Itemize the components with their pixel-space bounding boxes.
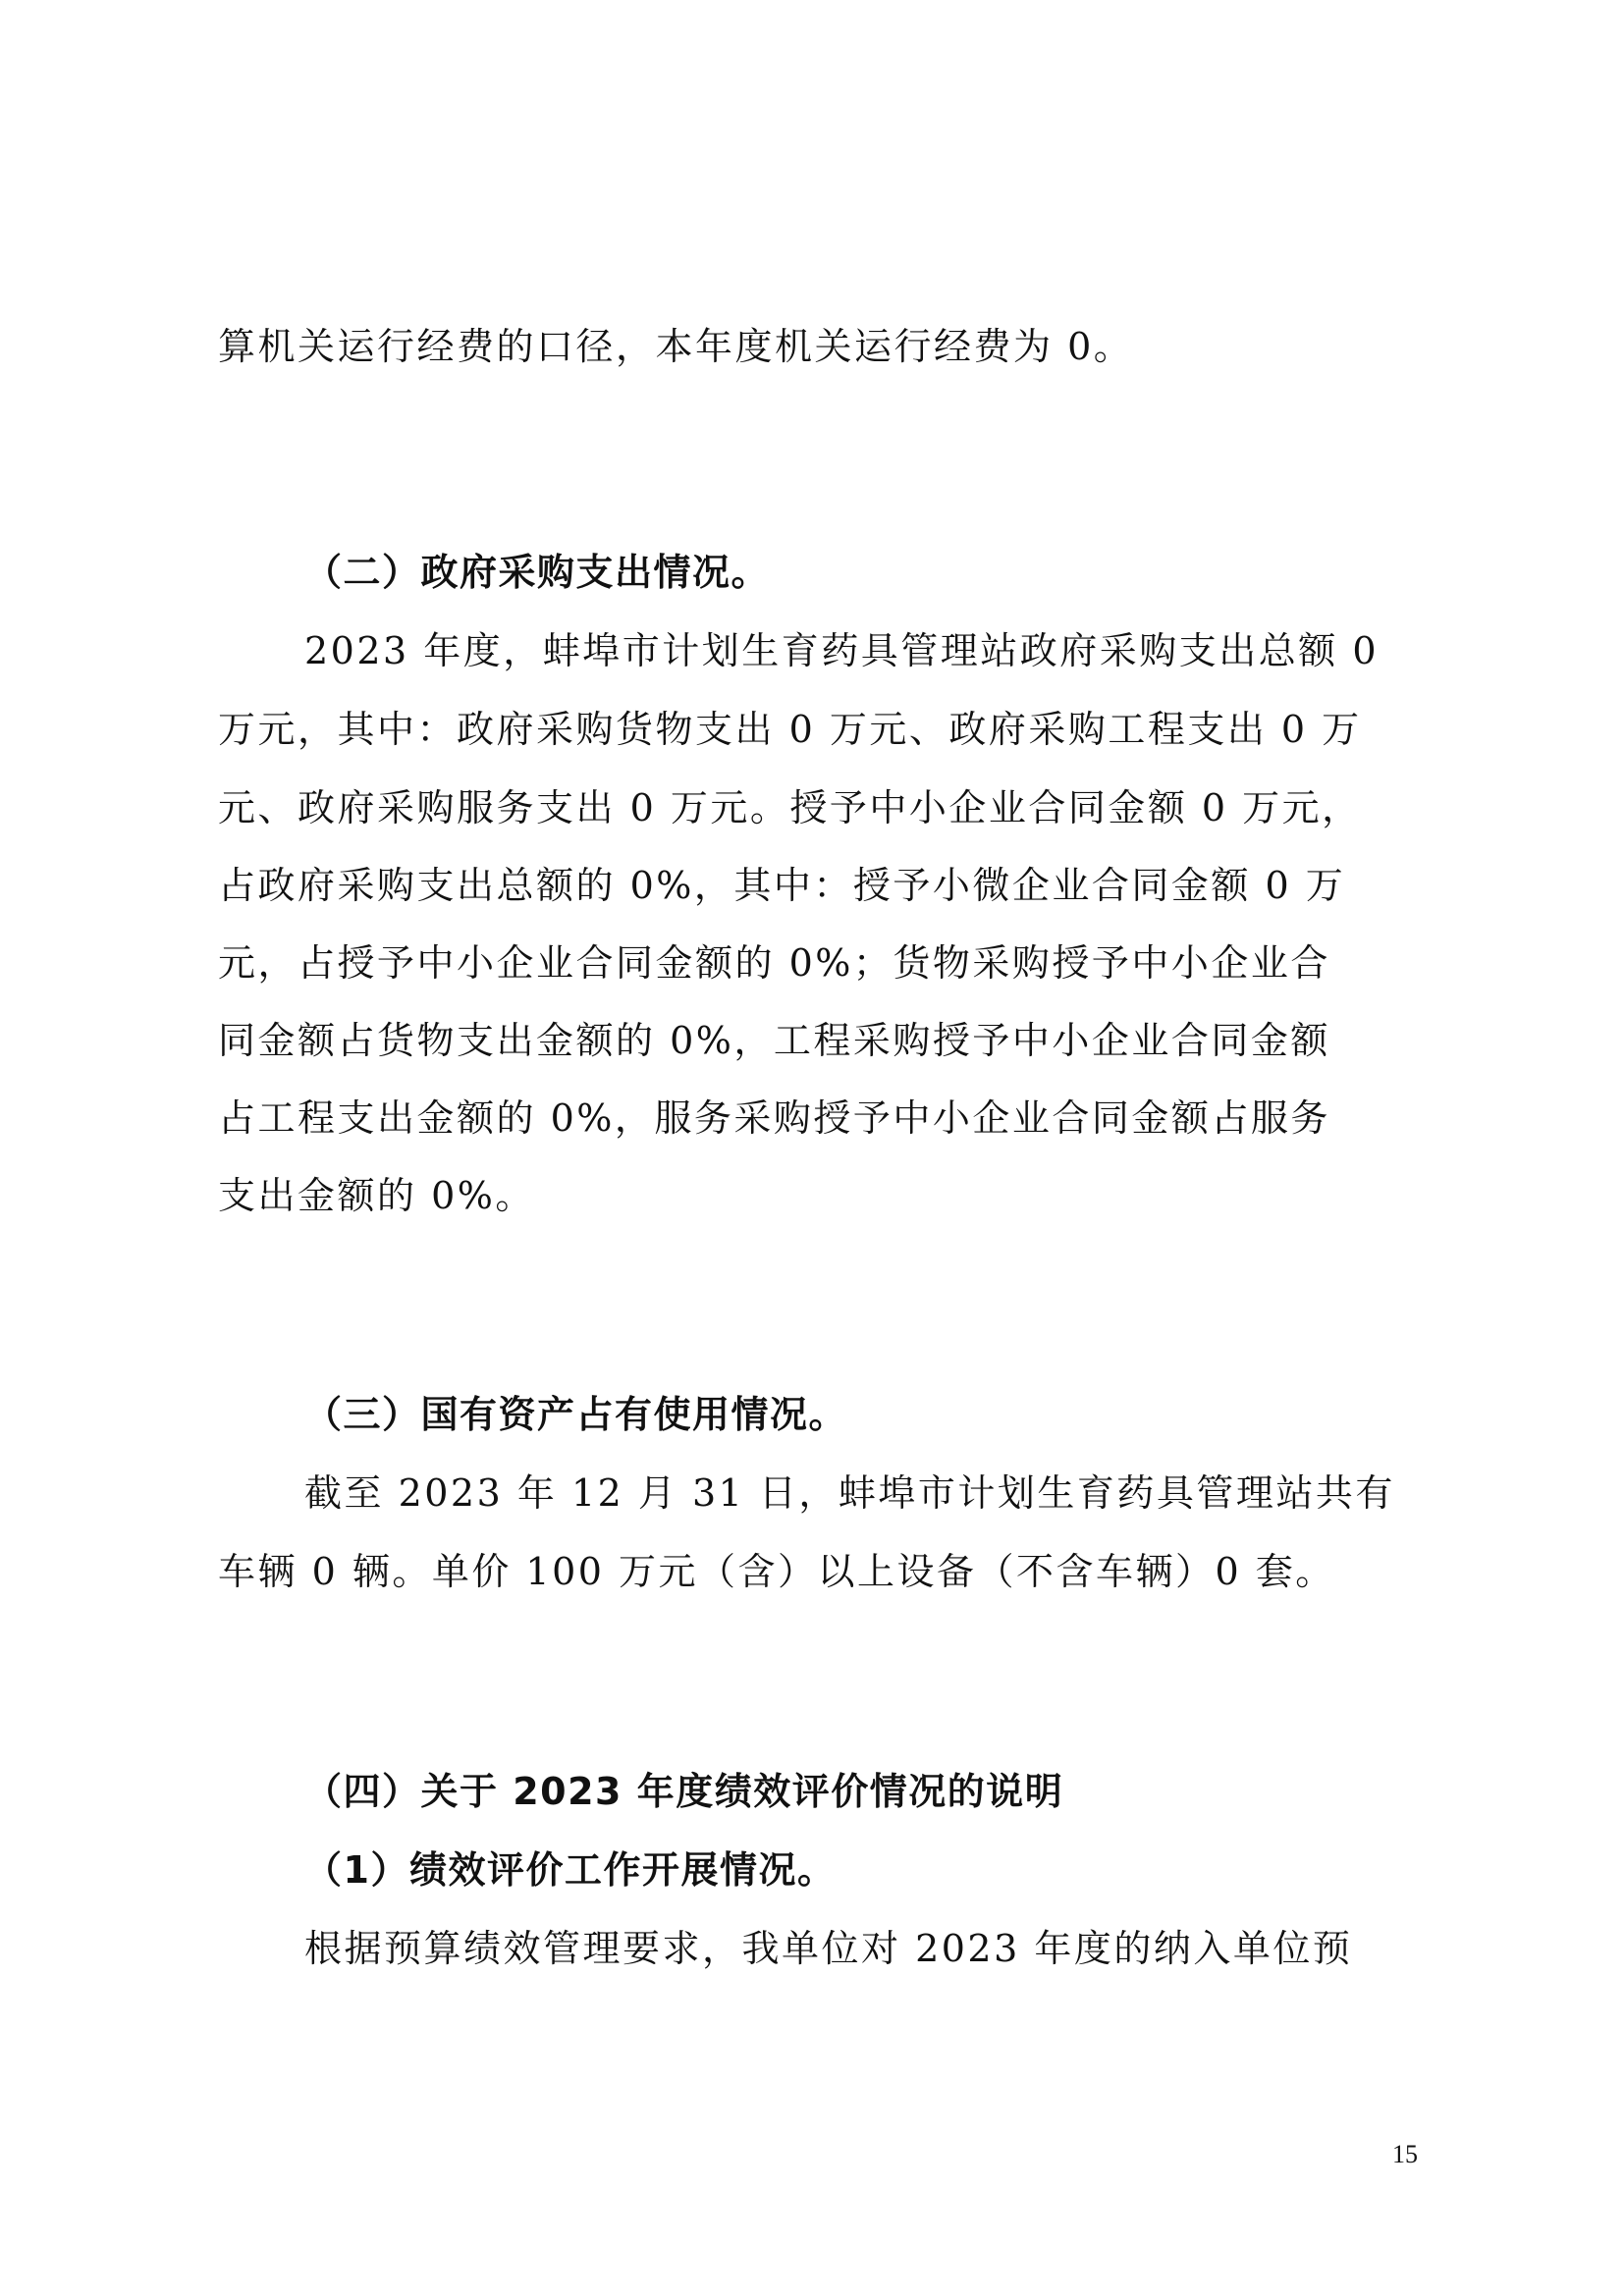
page-number: 15 [1392,2140,1418,2168]
paragraph-line: 截至 2023 年 12 月 31 日，蚌埠市计划生育药具管理站共有 [304,1471,1395,1515]
paragraph-line: 万元，其中：政府采购货物支出 0 万元、政府采购工程支出 0 万 [218,708,1362,751]
paragraph-line: 元，占授予中小企业合同金额的 0%；货物采购授予中小企业合 [218,941,1330,985]
paragraph-line: 根据预算绩效管理要求，我单位对 2023 年度的纳入单位预 [304,1927,1353,1970]
paragraph-line: 占政府采购支出总额的 0%，其中：授予小微企业合同金额 0 万 [218,864,1346,907]
section-heading-state-assets: （三）国有资产占有使用情况。 [304,1393,848,1436]
paragraph-line: 占工程支出金额的 0%，服务采购授予中小企业合同金额占服务 [218,1096,1330,1140]
section-heading-government-procurement: （二）政府采购支出情况。 [304,551,771,594]
subsection-heading-evaluation-work: （1）绩效评价工作开展情况。 [304,1848,837,1892]
paragraph-line: 车辆 0 辆。单价 100 万元（含）以上设备（不含车辆）0 套。 [218,1550,1335,1593]
section-heading-performance-evaluation: （四）关于 2023 年度绩效评价情况的说明 [304,1770,1064,1813]
paragraph-line: 算机关运行经费的口径，本年度机关运行经费为 0。 [218,325,1134,368]
paragraph-line: 2023 年度，蚌埠市计划生育药具管理站政府采购支出总额 0 [304,629,1380,672]
paragraph-line: 支出金额的 0%。 [218,1174,535,1217]
paragraph-line: 元、政府采购服务支出 0 万元。授予中小企业合同金额 0 万元， [218,786,1362,829]
paragraph-line: 同金额占货物支出金额的 0%，工程采购授予中小企业合同金额 [218,1019,1330,1062]
